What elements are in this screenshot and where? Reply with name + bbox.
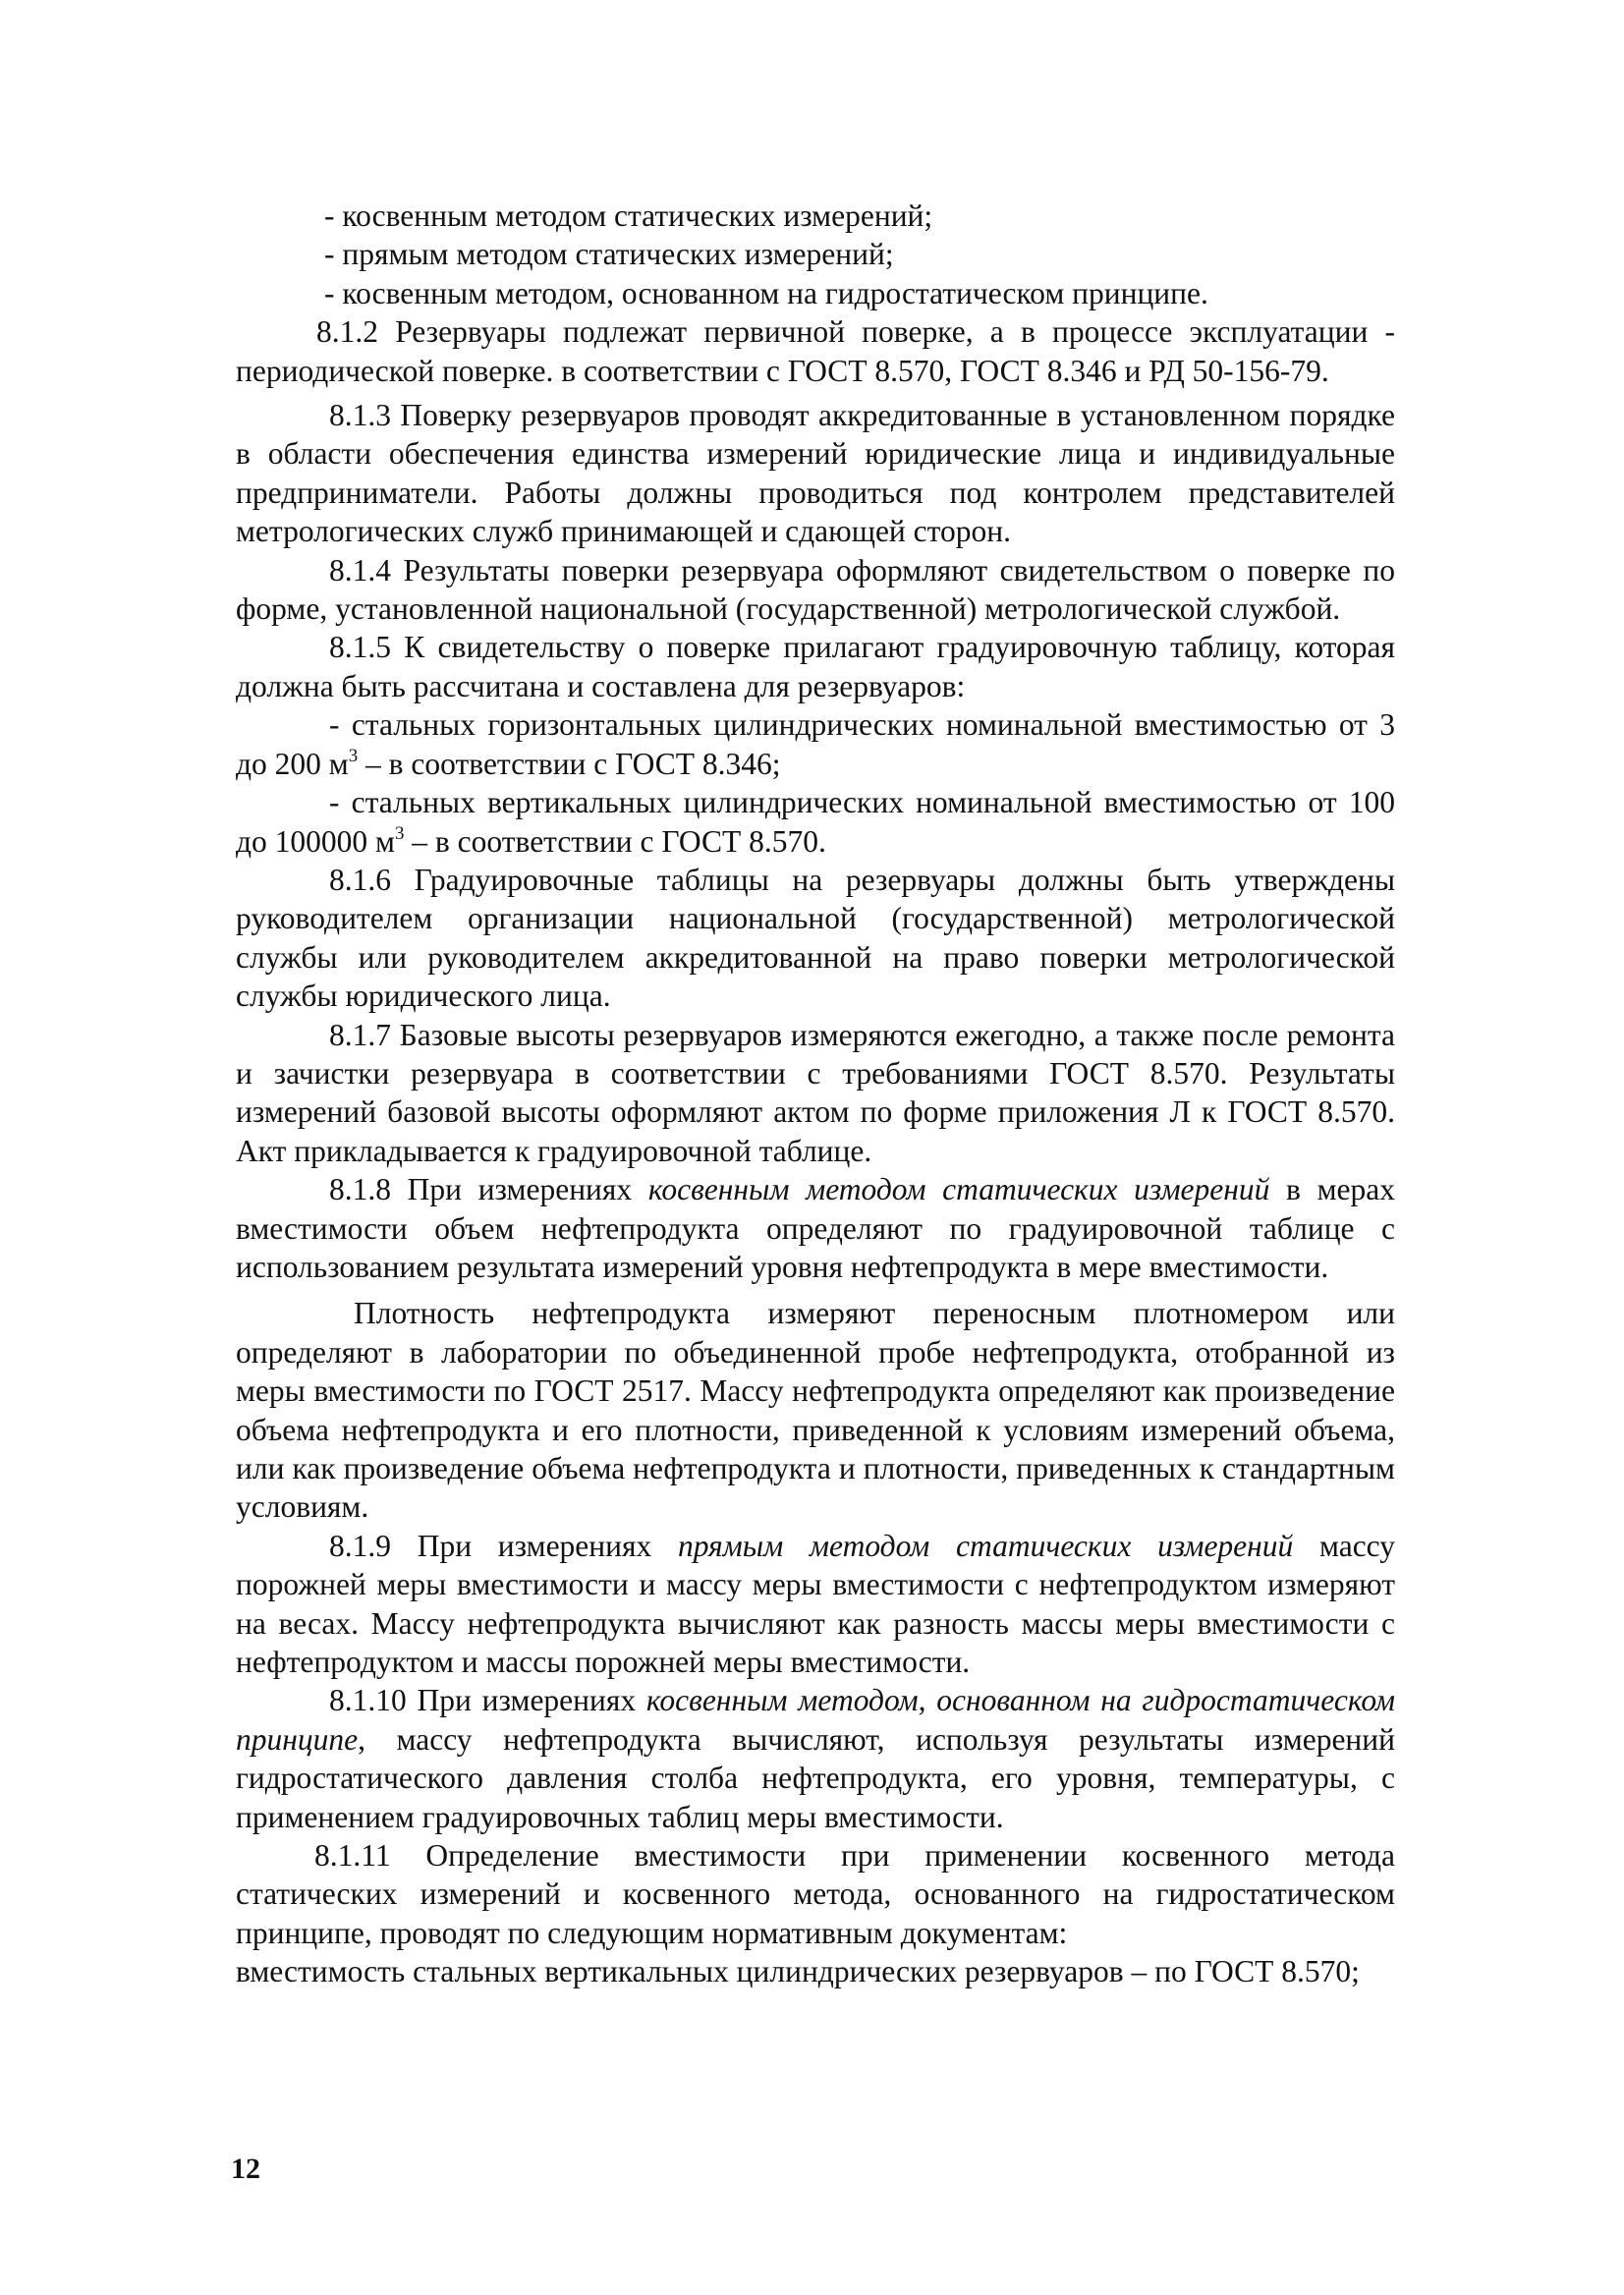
page-number: 12 (231, 2153, 260, 2185)
paragraph-8-1-11: 8.1.11 Определение вместимости при применении косвенного метода статических измерений и косвенного метода, основанного на гидростатическом принципе, проводят по следующим нормативным документам: (236, 1838, 1395, 1950)
text-segment: - стальных горизонтальных цилиндрических номинальной вместимостью от 3 до 200 м (236, 707, 1395, 781)
paragraph-8-1-5: 8.1.5 К свидетельству о поверке прилагают градуировочную таблицу, которая должна быть рассчитана и составлена для резервуаров: (236, 630, 1395, 703)
text-segment: , массу нефтепродукта вычисляют, используя результаты измерений гидростатического давления столба нефтепродукта, его уровня, температуры, с применением градуировочных таблиц меры вместимости. (236, 1721, 1395, 1834)
text-segment: в мерах вместимости объем нефтепродукта определяют по градуировочной таблице с использованием результата измерений уровня нефтепродукта в мере вместимости. (236, 1172, 1395, 1284)
paragraph-8-1-4: 8.1.4 Результаты поверки резервуара оформляют свидетельством о поверке по форме, установленной национальной (государственной) метрологической службой. (236, 552, 1395, 627)
text-segment: 8.1.9 При измерениях (329, 1528, 678, 1563)
paragraph-density: Плотность нефтепродукта измеряют переносным плотномером или определяют в лаборатории по объединенной пробе нефтепродукта, отобранной из меры вместимости по ГОСТ 2517. Массу нефтепродукта определяют как произведение объема нефтепродукта и его плотности, приведенной к условиям измерений объема, или как произведение объема нефтепродукта и плотности, приведенных к стандартным условиям. (236, 1296, 1395, 1525)
text-segment: – в соответствии с ГОСТ 8.346; (358, 746, 781, 781)
paragraph-8-1-5-vertical (236, 783, 1395, 861)
paragraph-8-1-3: 8.1.3 Поверку резервуаров проводят аккредитованные в установленном порядке в области обеспечения единства измерений юридические лица и индивидуальные предприниматели. Работы должны проводиться под контролем представителей метрологических служб принимающей и сдающей сторон. (236, 398, 1395, 549)
superscript: 3 (394, 822, 405, 844)
text-segment: - стальных вертикальных цилиндрических номинальной вместимостью от 100 до 100000 м (236, 785, 1395, 859)
list-item-hydrostatic: - косвенным методом, основанном на гидростатическом принципе. (324, 275, 1208, 310)
paragraph-8-1-2: 8.1.2 Резервуары подлежат первичной поверке, а в процессе эксплуатации - периодической поверке. в соответствии с ГОСТ 8.570, ГОСТ 8.346 и РД 50-156-79. (236, 314, 1395, 388)
italic-term: прямым методом статических измерений (677, 1528, 1294, 1563)
paragraph-8-1-8 (236, 1170, 1395, 1286)
text-segment: 8.1.10 При измерениях (329, 1683, 646, 1718)
text-segment: 8.1.8 При измерениях (329, 1172, 648, 1207)
italic-term: косвенным методом статических измерений (647, 1172, 1270, 1207)
text-segment: – в соответствии с ГОСТ 8.570. (404, 823, 826, 859)
list-item-direct-static: - прямым методом статических измерений; (324, 237, 894, 272)
paragraph-8-1-6: 8.1.6 Градуировочные таблицы на резервуары должны быть утверждены руководителем организации национальной (государственной) метрологической службы или руководителем аккредитованной на право поверки метрологической службы юридического лица. (236, 862, 1395, 1014)
paragraph-8-1-10 (236, 1681, 1395, 1836)
italic-term: косвенным методом, основанном на гидростатическом принципе (236, 1683, 1396, 1757)
list-item-indirect-static: - косвенным методом статических измерений; (324, 198, 933, 233)
superscript: 3 (348, 745, 359, 766)
paragraph-capacity-vertical: вместимость стальных вертикальных цилиндрических резервуаров – по ГОСТ 8.570; (236, 1954, 1360, 1989)
paragraph-8-1-7: 8.1.7 Базовые высоты резервуаров измеряются ежегодно, а также после ремонта и зачистки резервуара в соответствии с требованиями ГОСТ 8.570. Результаты измерений базовой высоты оформляют актом по форме приложения Л к ГОСТ 8.570. Акт прикладывается к градуировочной таблице. (236, 1017, 1395, 1168)
text-segment: массу порожней меры вместимости и массу меры вместимости с нефтепродуктом измеряют на весах. Массу нефтепродукта вычисляют как разность массы меры вместимости с нефтепродуктом и массы порожней меры вместимости. (236, 1528, 1396, 1680)
body-text (236, 196, 1395, 1991)
paragraph-8-1-5-horizontal (236, 705, 1395, 783)
paragraph-8-1-9 (236, 1527, 1395, 1682)
